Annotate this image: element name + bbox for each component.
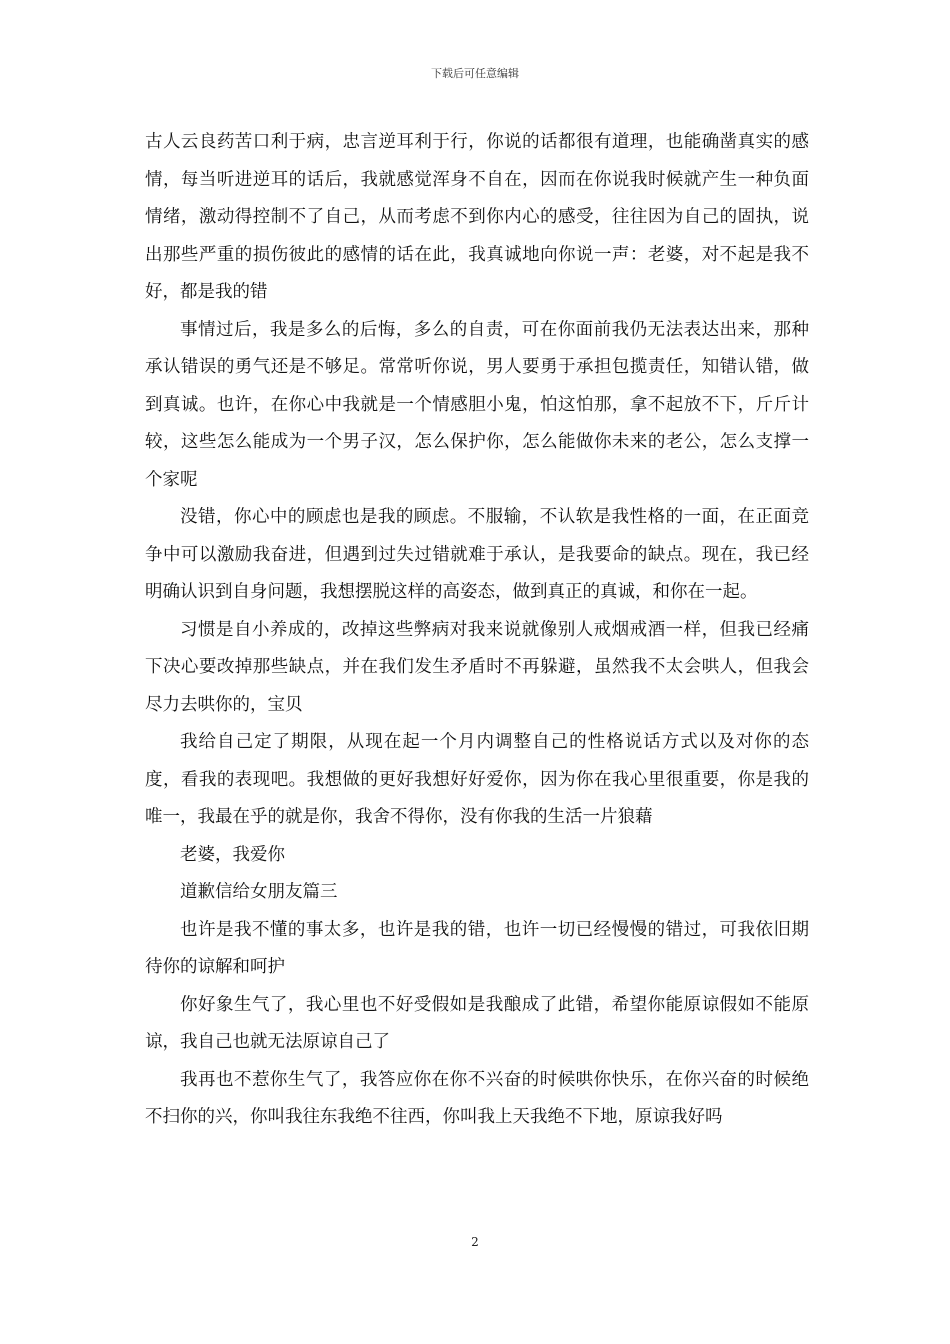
page-header: 下载后可任意编辑 (431, 67, 519, 80)
paragraph-2: 事情过后，我是多么的后悔，多么的自责，可在你面前我仍无法表达出来，那种承认错误的勇气还是不够足。常常听你说，男人要勇于承担包揽责任，知错认错，做到真诚。也许，在你心中我就是一个情感胆小鬼，怕这怕那，拿不起放不下，斤斤计较，这些怎么能成为一个男子汉，怎么保护你，怎么能做你未来的老公，怎么支撑一个家呢 (145, 319, 809, 490)
paragraph-8: 你好象生气了，我心里也不好受假如是我酿成了此错，希望你能原谅假如不能原谅，我自己也就无法原谅自己了 (145, 994, 809, 1052)
paragraph-7: 也许是我不懂的事太多，也许是我的错，也许一切已经慢慢的错过，可我依旧期待你的谅解和呵护 (145, 919, 809, 977)
paragraph-5: 我给自己定了期限，从现在起一个月内调整自己的性格说话方式以及对你的态度，看我的表现吧。我想做的更好我想好好爱你，因为你在我心里很重要，你是我的唯一，我最在乎的就是你，我舍不得你，没有你我的生活一片狼藉 (145, 732, 809, 827)
paragraph-1: 古人云良药苦口利于病，忠言逆耳利于行，你说的话都很有道理，也能确凿真实的感情，每当听进逆耳的话后，我就感觉浑身不自在，因而在你说我时候就产生一种负面情绪，激动得控制不了自己，从而考虑不到你内心的感受，往往因为自己的固执，说出那些严重的损伤彼此的感情的话在此，我真诚地向你说一声：老婆，对不起是我不好，都是我的错 (145, 132, 809, 302)
paragraph-9: 我再也不惹你生气了，我答应你在你不兴奋的时候哄你快乐，在你兴奋的时候绝不扫你的兴，你叫我往东我绝不往西，你叫我上天我绝不下地，原谅我好吗 (145, 1069, 809, 1127)
page-number: 2 (471, 1235, 479, 1249)
paragraph-3: 没错，你心中的顾虑也是我的顾虑。不服输，不认软是我性格的一面，在正面竞争中可以激励我奋进，但遇到过失过错就难于承认，是我要命的缺点。现在，我已经明确认识到自身问题，我想摆脱这样的高姿态，做到真正的真诚，和你在一起。 (145, 507, 809, 602)
section-heading: 道歉信给女朋友篇三 (180, 882, 338, 902)
document-body (145, 124, 809, 1137)
paragraph-6: 老婆，我爱你 (180, 844, 285, 865)
paragraph-4: 习惯是自小养成的，改掉这些弊病对我来说就像别人戒烟戒酒一样，但我已经痛下决心要改掉那些缺点，并在我们发生矛盾时不再躲避，虽然我不太会哄人，但我会尽力去哄你的，宝贝 (145, 619, 809, 715)
